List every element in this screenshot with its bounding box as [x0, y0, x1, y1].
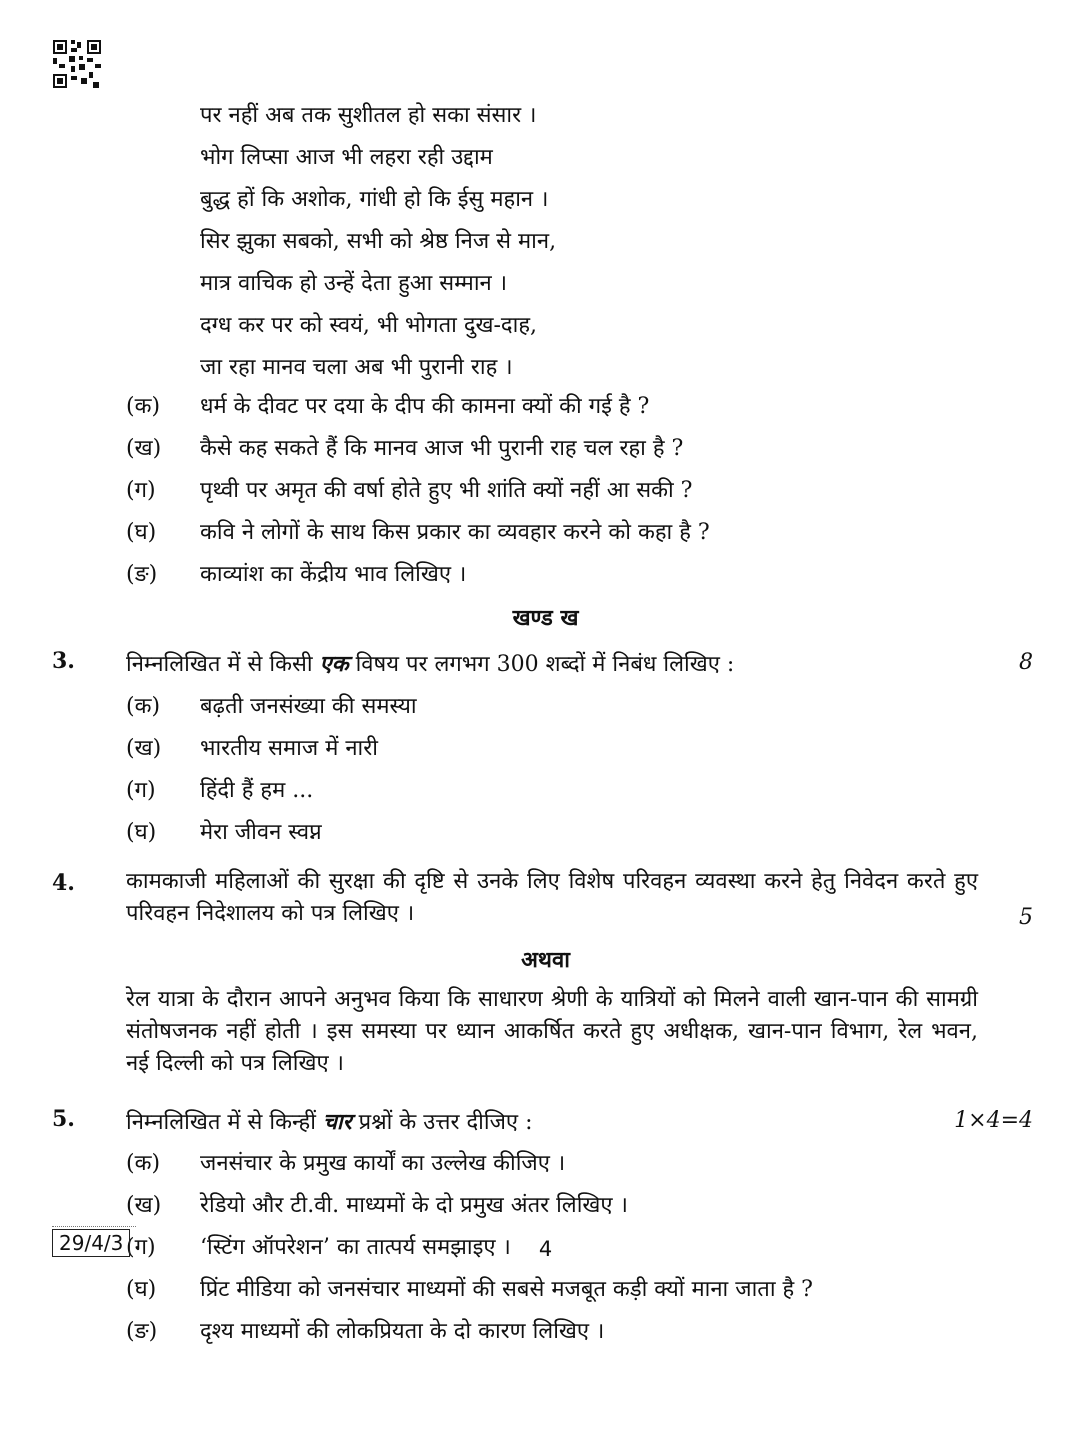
- question-text: विषय पर लगभग 300 शब्दों में निबंध लिखिए :: [348, 652, 735, 677]
- list-item: [126, 686, 417, 728]
- emphasis-text: चार: [322, 1109, 352, 1135]
- qr-code-icon: [53, 40, 101, 88]
- item-text: कवि ने लोगों के साथ किस प्रकार का व्यवहार करने को कहा है ?: [200, 520, 710, 545]
- question-text: निम्नलिखित में से किसी: [126, 652, 320, 677]
- question-5-text: [126, 1106, 532, 1136]
- item-label: (घ): [126, 520, 157, 545]
- question-number: 5.: [52, 1106, 75, 1132]
- poem-stanza: [200, 95, 556, 389]
- marks: 5: [1019, 905, 1033, 930]
- item-label: (ख): [126, 1193, 162, 1218]
- item-label: (ङ): [126, 562, 158, 587]
- list-item: [126, 1311, 813, 1353]
- divider: [52, 1218, 136, 1227]
- or-heading: अथवा: [521, 947, 570, 973]
- poem-line: मात्र वाचिक हो उन्हें देता हुआ सम्मान ।: [200, 271, 508, 296]
- list-item: [126, 1269, 813, 1311]
- poem-line: पर नहीं अब तक सुशीतल हो सका संसार ।: [200, 103, 537, 128]
- poem-line: जा रहा मानव चला अब भी पुरानी राह ।: [200, 355, 513, 380]
- question-3-options: [126, 686, 417, 854]
- poem-line: भोग लिप्सा आज भी लहरा रही उद्दाम: [200, 145, 493, 170]
- item-text: धर्म के दीवट पर दया के दीप की कामना क्यों की गई है ?: [200, 394, 650, 419]
- item-text: जनसंचार के प्रमुख कार्यों का उल्लेख कीजिए ।: [200, 1151, 566, 1176]
- item-text: ‘स्टिंग ऑपरेशन’ का तात्पर्य समझाइए ।: [200, 1235, 511, 1260]
- question-3-text: [126, 648, 734, 678]
- question-4-alternative: रेल यात्रा के दौरान आपने अनुभव किया कि साधारण श्रेणी के यात्रियों को मिलने वाली खान-पान की सामग्री संतोषजनक नहीं होती । इस समस्या पर ध्यान आकर्षित करते हुए अधीक्षक, खान-पान विभाग, रेल भवन, नई दिल्ली को पत्र लिखिए ।: [126, 987, 978, 1076]
- item-text: रेडियो और टी.वी. माध्यमों के दो प्रमुख अंतर लिखिए ।: [200, 1193, 628, 1218]
- page-number: 4: [538, 1237, 553, 1261]
- question-text: प्रश्नों के उत्तर दीजिए :: [351, 1110, 533, 1135]
- marks: 1×4=4: [954, 1108, 1033, 1133]
- item-label: (ग): [126, 478, 156, 503]
- item-label: (ख): [126, 436, 162, 461]
- paper-code: 29/4/3: [52, 1229, 130, 1257]
- item-label: (घ): [126, 820, 157, 845]
- list-item: [126, 728, 417, 770]
- item-label: (ग): [126, 778, 156, 803]
- question-4-text: कामकाजी महिलाओं की सुरक्षा की दृष्टि से उनके लिए विशेष परिवहन व्यवस्था करने हेतु निवेदन करते हुए परिवहन निदेशालय को पत्र लिखिए ।: [126, 869, 978, 926]
- question-number: 3.: [52, 648, 75, 674]
- poem-line: बुद्ध हों कि अशोक, गांधी हो कि ईसु महान ।: [200, 187, 549, 212]
- item-text: दृश्य माध्यमों की लोकप्रियता के दो कारण लिखिए ।: [200, 1319, 605, 1344]
- item-text: पृथ्वी पर अमृत की वर्षा होते हुए भी शांति क्यों नहीं आ सकी ?: [200, 478, 693, 503]
- item-text: बढ़ती जनसंख्या की समस्या: [200, 694, 417, 719]
- item-text: हिंदी हैं हम ...: [200, 778, 314, 803]
- item-label: (ख): [126, 736, 162, 761]
- emphasis-text: एक: [319, 651, 349, 677]
- poem-line: दग्ध कर पर को स्वयं, भी भोगता दुख-दाह,: [200, 313, 537, 338]
- list-item: [126, 770, 417, 812]
- item-label: (क): [126, 694, 161, 719]
- list-item: [126, 1143, 813, 1185]
- item-label: (घ): [126, 1277, 157, 1302]
- question-2-subquestions: [126, 386, 710, 596]
- list-item: [126, 470, 710, 512]
- question-text: निम्नलिखित में से किन्हीं: [126, 1110, 323, 1135]
- list-item: [126, 512, 710, 554]
- item-text: भारतीय समाज में नारी: [200, 736, 378, 761]
- item-text: काव्यांश का केंद्रीय भाव लिखिए ।: [200, 562, 467, 587]
- poem-line: सिर झुका सबको, सभी को श्रेष्ठ निज से मान,: [200, 229, 557, 254]
- item-label: (ङ): [126, 1319, 158, 1344]
- question-number: 4.: [52, 870, 75, 896]
- item-label: (ग): [126, 1235, 156, 1260]
- list-item: [126, 1185, 813, 1227]
- marks: 8: [1019, 650, 1033, 675]
- item-text: कैसे कह सकते हैं कि मानव आज भी पुरानी राह चल रहा है ?: [200, 436, 684, 461]
- list-item: [126, 386, 710, 428]
- item-text: प्रिंट मीडिया को जनसंचार माध्यमों की सबसे मजबूत कड़ी क्यों माना जाता है ?: [200, 1277, 813, 1302]
- item-label: (क): [126, 394, 161, 419]
- item-label: (क): [126, 1151, 161, 1176]
- list-item: [126, 812, 417, 854]
- list-item: [126, 554, 710, 596]
- list-item: [126, 428, 710, 470]
- item-text: मेरा जीवन स्वप्न: [200, 820, 322, 845]
- section-heading: खण्ड ख: [512, 605, 579, 631]
